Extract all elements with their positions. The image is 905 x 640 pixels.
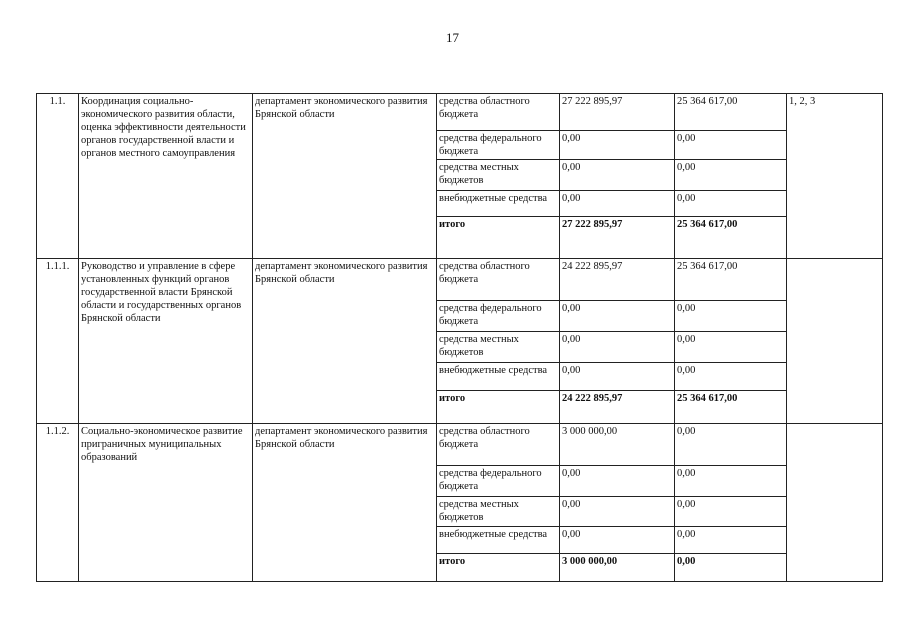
- section-number: 1.1.1.: [37, 259, 79, 424]
- amount-value-1: 0,00: [560, 191, 675, 217]
- amount-value-2: 0,00: [675, 466, 787, 497]
- funding-source: средства федерального бюджета: [437, 131, 560, 160]
- section-executor: департамент экономического развития Брянской области: [253, 424, 437, 582]
- amount-value-1: 0,00: [560, 160, 675, 191]
- indicator-refs: [787, 259, 883, 424]
- funding-source: средства федерального бюджета: [437, 301, 560, 332]
- funding-source: средства местных бюджетов: [437, 160, 560, 191]
- amount-value-2: 0,00: [675, 363, 787, 391]
- funding-source: средства местных бюджетов: [437, 332, 560, 363]
- section-executor: департамент экономического развития Брянской области: [253, 259, 437, 424]
- funding-source-total: итого: [437, 554, 560, 582]
- total-value-1: 24 222 895,97: [560, 391, 675, 424]
- amount-value-1: 0,00: [560, 466, 675, 497]
- amount-value-1: 0,00: [560, 332, 675, 363]
- amount-value-1: 0,00: [560, 363, 675, 391]
- total-value-2: 25 364 617,00: [675, 391, 787, 424]
- amount-value-1: 27 222 895,97: [560, 94, 675, 131]
- amount-value-2: 0,00: [675, 301, 787, 332]
- funding-source: средства областного бюджета: [437, 424, 560, 466]
- page-number: 17: [446, 30, 459, 45]
- amount-value-2: 0,00: [675, 332, 787, 363]
- amount-value-1: 0,00: [560, 301, 675, 332]
- section-executor: департамент экономического развития Брянской области: [253, 94, 437, 259]
- indicator-refs: [787, 424, 883, 582]
- section-title: Руководство и управление в сфере установленных функций органов государственной власти Брянской области и государственных органов Брянской области: [79, 259, 253, 424]
- funding-source: внебюджетные средства: [437, 191, 560, 217]
- amount-value-2: 25 364 617,00: [675, 259, 787, 301]
- amount-value-2: 0,00: [675, 191, 787, 217]
- section-number: 1.1.2.: [37, 424, 79, 582]
- funding-source: средства областного бюджета: [437, 94, 560, 131]
- indicator-refs: 1, 2, 3: [787, 94, 883, 259]
- budget-table: [36, 93, 883, 582]
- funding-source: средства областного бюджета: [437, 259, 560, 301]
- section-number: 1.1.: [37, 94, 79, 259]
- amount-value-2: 0,00: [675, 424, 787, 466]
- amount-value-1: 24 222 895,97: [560, 259, 675, 301]
- amount-value-2: 25 364 617,00: [675, 94, 787, 131]
- table-row: [37, 259, 883, 301]
- total-value-2: 25 364 617,00: [675, 217, 787, 259]
- section-title: Социально-экономическое развитие приграничных муниципальных образований: [79, 424, 253, 582]
- total-value-2: 0,00: [675, 554, 787, 582]
- funding-source: внебюджетные средства: [437, 527, 560, 554]
- funding-source: средства местных бюджетов: [437, 497, 560, 527]
- amount-value-2: 0,00: [675, 527, 787, 554]
- table-row: [37, 94, 883, 131]
- funding-source-total: итого: [437, 217, 560, 259]
- funding-source: внебюджетные средства: [437, 363, 560, 391]
- total-value-1: 3 000 000,00: [560, 554, 675, 582]
- amount-value-1: 0,00: [560, 527, 675, 554]
- section-title: Координация социально-экономического развития области, оценка эффективности деятельности органов государственной власти и органов местного самоуправления: [79, 94, 253, 259]
- funding-source: средства федерального бюджета: [437, 466, 560, 497]
- amount-value-2: 0,00: [675, 131, 787, 160]
- amount-value-2: 0,00: [675, 497, 787, 527]
- amount-value-1: 0,00: [560, 497, 675, 527]
- total-value-1: 27 222 895,97: [560, 217, 675, 259]
- funding-source-total: итого: [437, 391, 560, 424]
- table-row: [37, 424, 883, 466]
- amount-value-1: 3 000 000,00: [560, 424, 675, 466]
- amount-value-2: 0,00: [675, 160, 787, 191]
- amount-value-1: 0,00: [560, 131, 675, 160]
